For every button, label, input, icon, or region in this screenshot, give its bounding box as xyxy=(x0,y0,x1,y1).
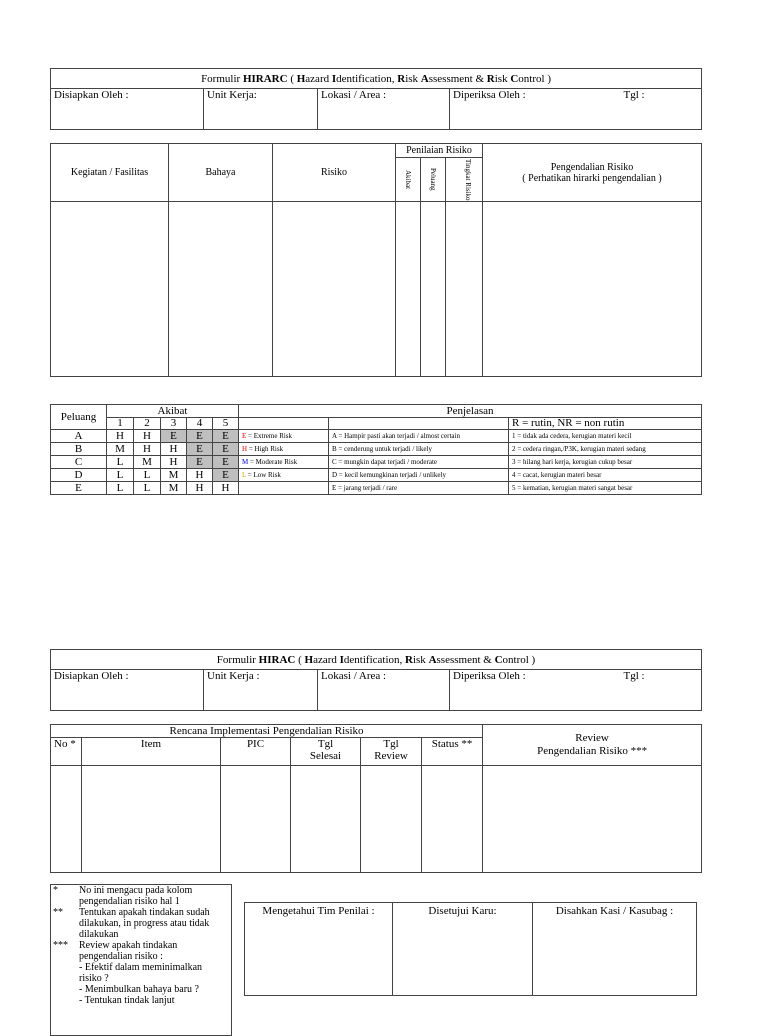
disahkan-cell[interactable]: Disahkan Kasi / Kasubag : xyxy=(533,903,697,996)
note-item xyxy=(51,995,229,1006)
peluang-header: Peluang xyxy=(51,405,107,430)
penjelasan-header: Penjelasan xyxy=(239,405,702,418)
pengendalian-header: Pengendalian Risiko ( Perhatikan hirarki pengendalian ) xyxy=(483,144,702,202)
matrix-cell: H xyxy=(161,443,187,456)
form2-title: Formulir HIRAC ( Hazard Identification, Risk Assessment & Control ) xyxy=(51,650,702,670)
matrix-cell: E xyxy=(213,430,239,443)
likelihood-legend: B = cenderung untuk terjadi / likely xyxy=(329,443,509,456)
tingkat-cell[interactable] xyxy=(446,202,483,377)
note-mark: ** xyxy=(53,907,63,918)
peluang-label-cell: D xyxy=(51,469,107,482)
akibat-cell[interactable] xyxy=(396,202,421,377)
matrix-cell: E xyxy=(187,456,213,469)
matrix-cell: M xyxy=(161,482,187,495)
risk-level-legend xyxy=(239,469,329,482)
risk-level-legend xyxy=(239,456,329,469)
akibat-col-2: 2 xyxy=(134,418,161,430)
akibat-col-1: 1 xyxy=(107,418,134,430)
form2-header xyxy=(50,649,702,711)
penilaian-header: Penilaian Risiko xyxy=(396,144,483,158)
signature-table xyxy=(244,902,697,996)
review-cell[interactable] xyxy=(483,766,702,873)
matrix-cell: E xyxy=(161,430,187,443)
akibat-col-5: 5 xyxy=(213,418,239,430)
kegiatan-cell[interactable] xyxy=(51,202,169,377)
disiapkan-field: Disiapkan Oleh : xyxy=(51,89,204,130)
tgl-selesai-header: Tgl Selesai xyxy=(291,738,361,766)
note-mark xyxy=(51,995,77,1006)
consequence-legend: 5 = kematian, kerugian materi sangat besar xyxy=(509,482,702,495)
unit-kerja-field-2: Unit Kerja : xyxy=(204,670,318,711)
item-header: Item xyxy=(82,738,221,766)
risk-level-text: = Low Risk xyxy=(246,471,281,479)
matrix-cell: L xyxy=(134,482,161,495)
matrix-cell: M xyxy=(134,456,161,469)
note-text: Tentukan apakah tindakan sudah dilakukan, in progress atau tidak dilakukan xyxy=(79,907,210,940)
matrix-cell: L xyxy=(107,469,134,482)
pengendalian-cell[interactable] xyxy=(483,202,702,377)
consequence-legend: 4 = cacat, kerugian materi besar xyxy=(509,469,702,482)
matrix-cell: H xyxy=(134,443,161,456)
form1-header xyxy=(50,68,702,130)
matrix-row xyxy=(51,482,702,495)
risk-level-text: = Extreme Risk xyxy=(246,432,293,440)
tingkat-label: Tingkat Risiko xyxy=(464,158,472,201)
note-mark xyxy=(51,984,77,995)
risiko-cell[interactable] xyxy=(273,202,396,377)
matrix-cell: L xyxy=(107,482,134,495)
tgl-field-2: Tgl : xyxy=(621,670,702,711)
risk-level-legend xyxy=(239,482,329,495)
consequence-legend: 3 = hilang hari kerja, kerugian cukup besar xyxy=(509,456,702,469)
lokasi-field-2: Lokasi / Area : xyxy=(318,670,450,711)
note-text: - Menimbulkan bahaya baru ? xyxy=(79,984,199,995)
matrix-cell: H xyxy=(107,430,134,443)
tgl-review-cell[interactable] xyxy=(361,766,422,873)
rencana-header: Rencana Implementasi Pengendalian Risiko xyxy=(51,725,483,738)
akibat-col-4: 4 xyxy=(187,418,213,430)
diperiksa-field: Diperiksa Oleh : xyxy=(450,89,621,130)
note-item xyxy=(51,984,229,995)
matrix-cell: H xyxy=(161,456,187,469)
matrix-cell: H xyxy=(187,482,213,495)
peluang-label: Peluang xyxy=(429,168,437,191)
risk-matrix xyxy=(50,404,702,495)
bahaya-header: Bahaya xyxy=(169,144,273,202)
unit-kerja-field: Unit Kerja: xyxy=(204,89,318,130)
risk-level-letter: E xyxy=(242,432,247,440)
form1-title: Formulir HIRARC ( Hazard Identification, Risk Assessment & Risk Control ) xyxy=(51,69,702,89)
notes-box xyxy=(50,884,232,1036)
note-mark: * xyxy=(53,885,58,896)
status-header: Status ** xyxy=(422,738,483,766)
risk-level-legend xyxy=(239,430,329,443)
rutin-note: R = rutin, NR = non rutin xyxy=(509,418,702,430)
akibat-col-3: 3 xyxy=(161,418,187,430)
note-text: No ini mengacu pada kolom pengendalian risiko hal 1 xyxy=(79,885,193,907)
item-cell[interactable] xyxy=(82,766,221,873)
no-cell[interactable] xyxy=(51,766,82,873)
pic-cell[interactable] xyxy=(221,766,291,873)
matrix-cell: M xyxy=(107,443,134,456)
likelihood-legend: E = jarang terjadi / rare xyxy=(329,482,509,495)
consequence-legend: 1 = tidak ada cedera, kerugian materi kecil xyxy=(509,430,702,443)
note-item xyxy=(51,885,229,907)
akibat-header: Akibat xyxy=(107,405,239,418)
matrix-cell: E xyxy=(187,443,213,456)
matrix-row xyxy=(51,430,702,443)
risiko-header: Risiko xyxy=(273,144,396,202)
note-text: - Efektif dalam meminimalkan risiko ? xyxy=(79,962,203,984)
tgl-field: Tgl : xyxy=(621,89,702,130)
matrix-row xyxy=(51,443,702,456)
note-mark: *** xyxy=(53,940,68,951)
matrix-cell: E xyxy=(187,430,213,443)
akibat-label: Akibat xyxy=(404,169,412,190)
no-header: No * xyxy=(51,738,82,766)
matrix-cell: L xyxy=(134,469,161,482)
status-cell[interactable] xyxy=(422,766,483,873)
risk-level-legend xyxy=(239,443,329,456)
kegiatan-header: Kegiatan / Fasilitas xyxy=(51,144,169,202)
note-item xyxy=(51,907,229,940)
likelihood-legend: D = kecil kemungkinan terjadi / unlikely xyxy=(329,469,509,482)
matrix-cell: H xyxy=(134,430,161,443)
peluang-label-cell: E xyxy=(51,482,107,495)
likelihood-legend: C = mungkin dapat terjadi / moderate xyxy=(329,456,509,469)
risk-level-letter: M xyxy=(242,458,249,466)
matrix-cell: L xyxy=(107,456,134,469)
peluang-label-cell: A xyxy=(51,430,107,443)
tgl-review-header: Tgl Review xyxy=(361,738,422,766)
note-item xyxy=(51,962,229,984)
tgl-selesai-cell[interactable] xyxy=(291,766,361,873)
likelihood-legend: A = Hampir pasti akan terjadi / almost certain xyxy=(329,430,509,443)
lokasi-field: Lokasi / Area : xyxy=(318,89,450,130)
peluang-label-cell: C xyxy=(51,456,107,469)
matrix-cell: E xyxy=(213,443,239,456)
matrix-cell: H xyxy=(187,469,213,482)
risk-level-text: = High Risk xyxy=(247,445,284,453)
matrix-cell: M xyxy=(161,469,187,482)
note-text: Review apakah tindakan pengendalian risiko : xyxy=(79,940,178,962)
bahaya-cell[interactable] xyxy=(169,202,273,377)
implementation-table xyxy=(50,724,702,873)
matrix-cell: H xyxy=(213,482,239,495)
mengetahui-cell[interactable]: Mengetahui Tim Penilai : xyxy=(245,903,393,996)
risk-level-letter: H xyxy=(242,445,248,453)
risk-assessment-table xyxy=(50,143,702,377)
note-item xyxy=(51,940,229,962)
matrix-cell: E xyxy=(213,456,239,469)
risk-level-letter: L xyxy=(242,471,247,479)
disetujui-cell[interactable]: Disetujui Karu: xyxy=(393,903,533,996)
risk-level-text: = Moderate Risk xyxy=(248,458,298,466)
matrix-row xyxy=(51,469,702,482)
peluang-label-cell: B xyxy=(51,443,107,456)
matrix-row xyxy=(51,456,702,469)
pic-header: PIC xyxy=(221,738,291,766)
disiapkan-field-2: Disiapkan Oleh : xyxy=(51,670,204,711)
note-text: - Tentukan tindak lanjut xyxy=(79,995,175,1006)
matrix-cell: E xyxy=(213,469,239,482)
review-header: Review Pengendalian Risiko *** xyxy=(483,725,702,766)
consequence-legend: 2 = cedera ringan,/P3K, kerugian materi sedang xyxy=(509,443,702,456)
note-mark xyxy=(51,962,77,984)
diperiksa-field-2: Diperiksa Oleh : xyxy=(450,670,621,711)
peluang-cell[interactable] xyxy=(421,202,446,377)
